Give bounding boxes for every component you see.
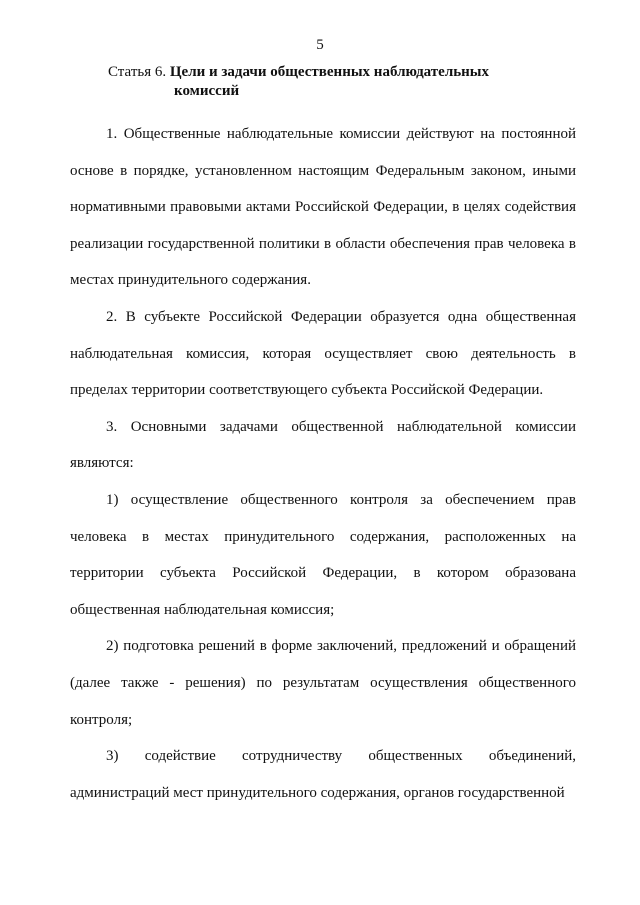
list-item-1: 1) осуществление общественного контроля за обеспечением прав человека в местах принудительного содержания, расположенных на территории субъекта Российской Федерации, в котором образована общественная наблюдательная комиссия;: [70, 491, 576, 618]
article-heading: [108, 63, 568, 101]
article-label: Статья 6.: [108, 64, 167, 80]
paragraph-1: 1. Общественные наблюдательные комиссии действуют на постоянной основе в порядке, установленном настоящим Федеральным законом, иными нормативными правовыми актами Российской Федерации, в целях содействия реализации государственной политики в области обеспечения прав человека в местах принудительного содержания.: [70, 126, 576, 289]
page-number: 5: [316, 37, 324, 53]
list-item-3: 3) содействие сотрудничеству общественных объединений, администраций мест принудительного содержания, органов государственной: [70, 748, 576, 801]
article-title-line1: Цели и задачи общественных наблюдательных: [169, 64, 490, 80]
paragraph-3: 3. Основными задачами общественной наблюдательной комиссии являются:: [70, 418, 576, 472]
paragraph-2: 2. В субъекте Российской Федерации образуется одна общественная наблюдательная комиссия, которая осуществляет свою деятельность в пределах территории соответствующего субъекта Российской Федерации.: [70, 308, 576, 399]
article-title-line2: комиссий: [174, 83, 240, 99]
article-body: [70, 116, 576, 811]
list-item-2: 2) подготовка решений в форме заключений, предложений и обращений (далее также - решения) по результатам осуществления общественного контроля;: [70, 638, 576, 728]
